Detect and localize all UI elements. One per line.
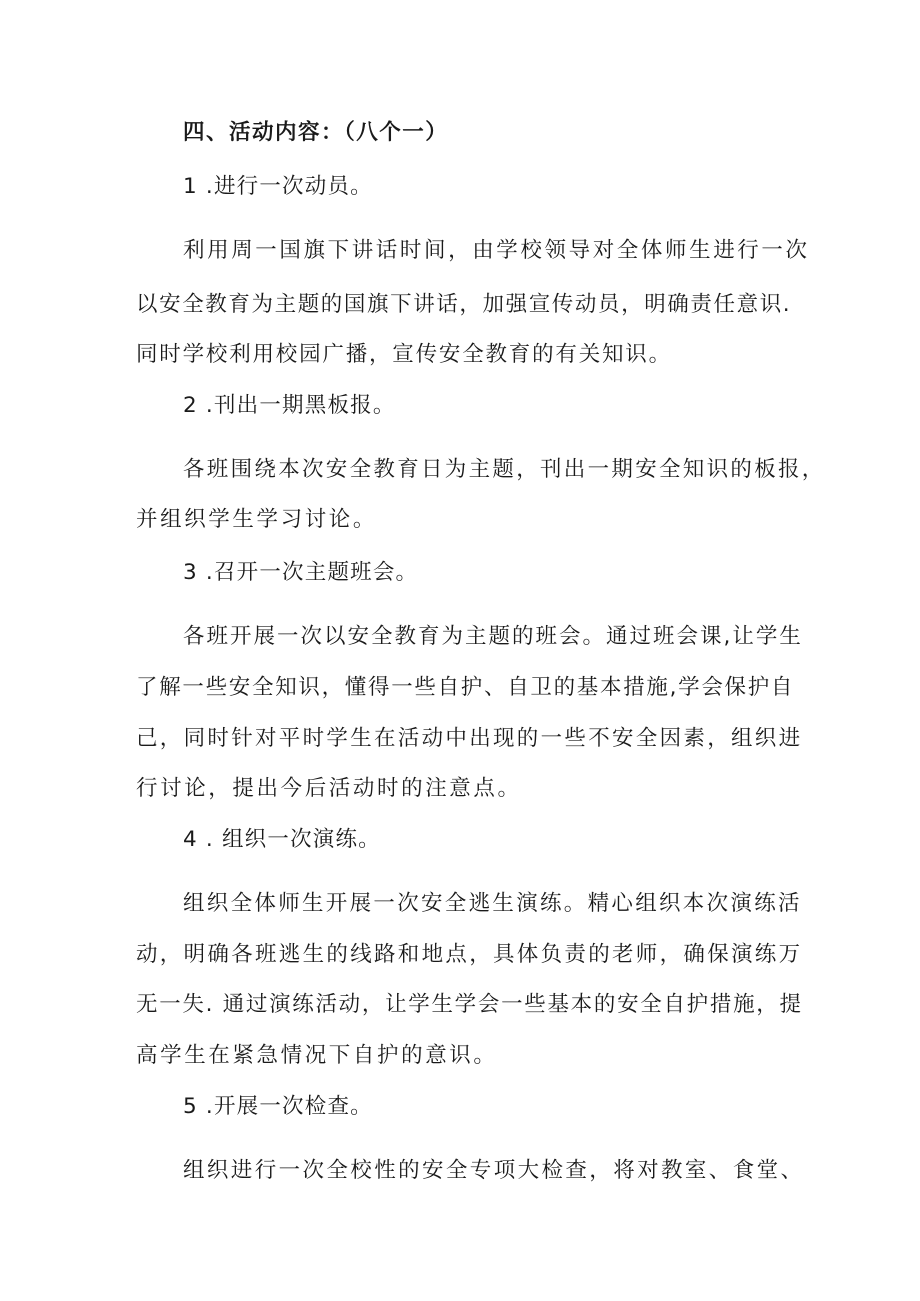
item-3-paragraph-line: 了解一些安全知识，懂得一些自护、自卫的基本措施,学会保护自 bbox=[136, 675, 795, 700]
item-3-paragraph-line: 己，同时针对平时学生在活动中出现的一些不安全因素，组织进 bbox=[136, 726, 803, 751]
item-4-paragraph-line: 无一失. 通过演练活动，让学生学会一些基本的安全自护措施，提 bbox=[136, 992, 803, 1017]
item-3-title: 3 .召开一次主题班会。 bbox=[183, 560, 419, 585]
item-5-paragraph-line: 组织进行一次全校性的安全专项大检查，将对教室、食堂、 bbox=[183, 1158, 805, 1183]
item-3-paragraph-line: 各班开展一次以安全教育为主题的班会。通过班会课,让学生 bbox=[183, 624, 803, 649]
item-1-paragraph-line: 同时学校利用校园广播，宣传安全教育的有关知识。 bbox=[136, 342, 672, 367]
item-1-paragraph-line: 以安全教育为主题的国旗下讲话，加强宣传动员，明确责任意识. bbox=[136, 292, 792, 317]
section-heading: 四、活动内容：（八个一） bbox=[183, 120, 449, 145]
item-4-paragraph-line: 动，明确各班逃生的线路和地点，具体负责的老师，确保演练万 bbox=[136, 942, 803, 967]
item-2-title: 2 .刊出一期黑板报。 bbox=[183, 393, 396, 418]
item-1-title: 1 .进行一次动员。 bbox=[183, 174, 373, 199]
item-1-paragraph-line: 利用周一国旗下讲话时间，由学校领导对全体师生进行一次 bbox=[183, 238, 810, 263]
item-4-paragraph-line: 高学生在紧急情况下自护的意识。 bbox=[136, 1043, 498, 1068]
item-4-title: 4 . 组织一次演练。 bbox=[183, 827, 381, 852]
item-5-title: 5 .开展一次检查。 bbox=[183, 1094, 373, 1119]
item-2-paragraph-line: 各班围绕本次安全教育日为主题，刊出一期安全知识的板报， bbox=[183, 457, 826, 482]
item-4-paragraph-line: 组织全体师生开展一次安全逃生演练。精心组织本次演练活 bbox=[183, 891, 802, 916]
item-2-paragraph-line: 并组织学生学习讨论。 bbox=[136, 507, 378, 532]
item-3-paragraph-line: 行讨论，提出今后活动时的注意点。 bbox=[136, 776, 522, 801]
